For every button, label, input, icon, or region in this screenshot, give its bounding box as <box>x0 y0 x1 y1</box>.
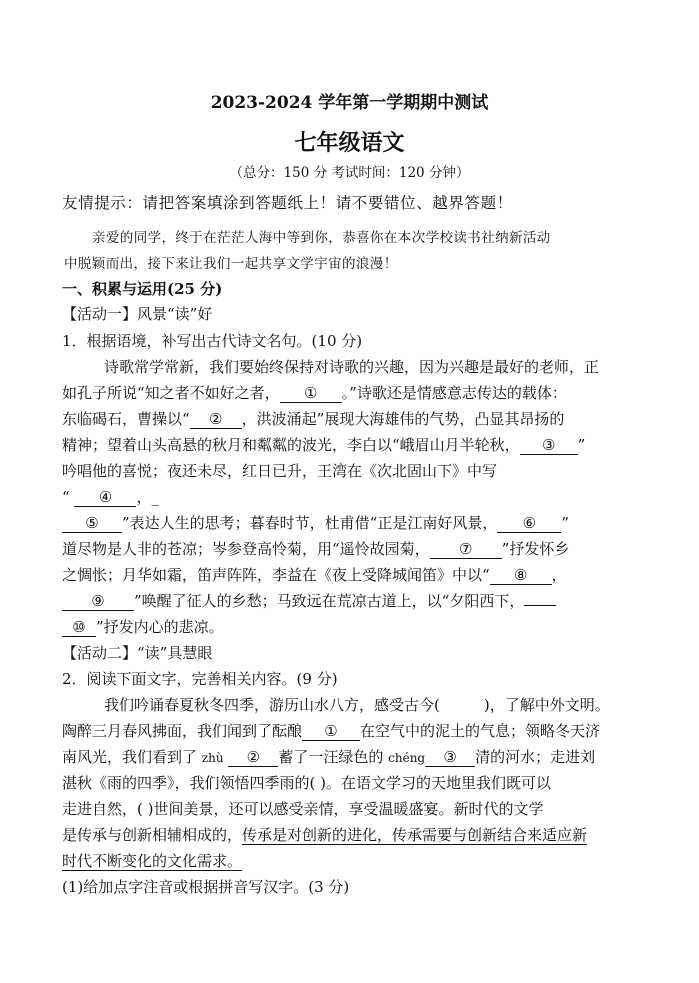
p2-line-1: 我们吟诵春夏秋冬四季，游历山水八方，感受古今( )，了解中外文明。 <box>104 696 610 714</box>
p1-line-1: 诗歌常学常新，我们要始终保持对诗歌的兴趣，因为兴趣是最好的老师，正 <box>104 358 600 376</box>
p2-line-6: 是传承与创新相辅相成的，传承是对创新的进化，传承需要与创新结合来适应新 <box>62 826 588 844</box>
p1-line-9: 之惆怅；月华如霜，笛声阵阵，李益在《夜上受降城闻笛》中以“ ⑧ ， <box>62 566 567 584</box>
subject-title: 七年级语文 <box>294 130 405 156</box>
friendly-tip: 友情提示：请把答案填涂到答题纸上！请不要错位、越界答题！ <box>62 194 513 212</box>
p1-line-7: ⑤ ”表达人生的思考；暮春时节，杜甫借“正是江南好风景， ⑥ ” <box>62 512 569 533</box>
exam-title: 2023-2024 学年第一学期期中测试 <box>210 93 489 113</box>
activity-2-heading: 【活动二】“读”具慧眼 <box>62 644 213 662</box>
p2-blank-2[interactable]: ② <box>228 749 278 767</box>
p2-blank-3[interactable]: ③ <box>425 749 475 767</box>
p1-line-6: “ ④ ，_ <box>62 488 159 506</box>
blank-1[interactable]: ① <box>280 385 342 403</box>
p1-line-10: ⑨ ”唤醒了征人的乡愁；马致远在荒凉古道上，以“夕阳西下， <box>62 590 556 611</box>
blank-5[interactable]: ⑤ <box>62 515 122 533</box>
blank-6[interactable]: ⑥ <box>497 515 561 533</box>
p1-line-8: 道尽物是人非的苍凉；岑参登高怜菊，用“遥怜故园菊， ⑦ ”抒发怀乡 <box>62 540 570 558</box>
activity-1-heading: 【活动一】风景“读”好 <box>62 305 213 323</box>
p1-line-2: 如孔子所说“知之者不如好之者， ① 。”诗歌还是情感意志传达的载体： <box>62 384 567 402</box>
blank-9[interactable]: ⑨ <box>62 593 134 611</box>
p2-blank-1[interactable]: ① <box>302 723 360 741</box>
blank-3[interactable]: ③ <box>520 437 578 455</box>
question-2-stem: 2．阅读下面文字，完善相关内容。(9 分) <box>62 670 338 688</box>
pinyin-cheng: chéng <box>388 751 426 765</box>
blank-8[interactable]: ⑧ <box>490 567 552 585</box>
exam-meta: （总分：150 分 考试时间：120 分钟） <box>229 165 470 181</box>
blank-2[interactable]: ② <box>190 411 242 429</box>
question-1-stem: 1．根据语境，补写出古代诗文名句。(10 分) <box>62 332 363 350</box>
p1-line-11: ⑩ ”抒发内心的悲凉。 <box>62 616 224 637</box>
underlined-sentence-part-1: 传承是对创新的进化，传承需要与创新结合来适应新 <box>242 826 588 844</box>
p2-line-3: 南风光，我们看到了 zhù ② 蓄了一汪绿色的 chéng ③ 清的河水；走进刘 <box>62 748 596 766</box>
p2-line-2: 陶醉三月春风拂面，我们闻到了酝酿 ① 在空气中的泥土的气息；领略冬天济 <box>62 722 601 740</box>
question-2-sub-1: (1)给加点字注音或根据拼音写汉字。(3 分) <box>62 878 350 896</box>
intro-line-2: 中脱颖而出，接下来让我们一起共享文学宇宙的浪漫！ <box>64 256 398 272</box>
pinyin-zhu: zhù <box>201 751 224 765</box>
blank-4[interactable]: ④ <box>74 489 136 507</box>
blank-10[interactable]: ⑩ <box>62 619 96 637</box>
blank-7[interactable]: ⑦ <box>430 541 502 559</box>
p1-line-5: 吟唱他的喜悦；夜还未尽，红日已升，王湾在《次北固山下》中写 <box>62 462 498 480</box>
blank-10-start[interactable] <box>524 605 556 606</box>
p1-line-3: 东临碣石，曹操以“ ② ，洪波涌起”展现大海雄伟的气势，凸显其昂扬的 <box>62 410 565 428</box>
p2-line-5: 走进自然，( )世间美景，还可以感受亲情，享受温暖盛宴。新时代的文学 <box>62 800 544 818</box>
p2-line-7 <box>62 850 242 871</box>
p2-line-4: 湛秋《雨的四季》，我们领悟四季雨的( )。在语文学习的天地里我们既可以 <box>62 774 551 792</box>
intro-line-1: 亲爱的同学，终于在茫茫人海中等到你，恭喜你在本次学校读书社纳新活动 <box>92 230 551 246</box>
underlined-sentence-part-2: 时代不断变化的文化需求。 <box>62 852 243 870</box>
p1-line-4: 精神；望着山头高悬的秋月和粼粼的波光，李白以“峨眉山月半轮秋， ③ ” <box>62 436 586 454</box>
section-heading: 一、积累与运用(25 分) <box>62 280 223 298</box>
